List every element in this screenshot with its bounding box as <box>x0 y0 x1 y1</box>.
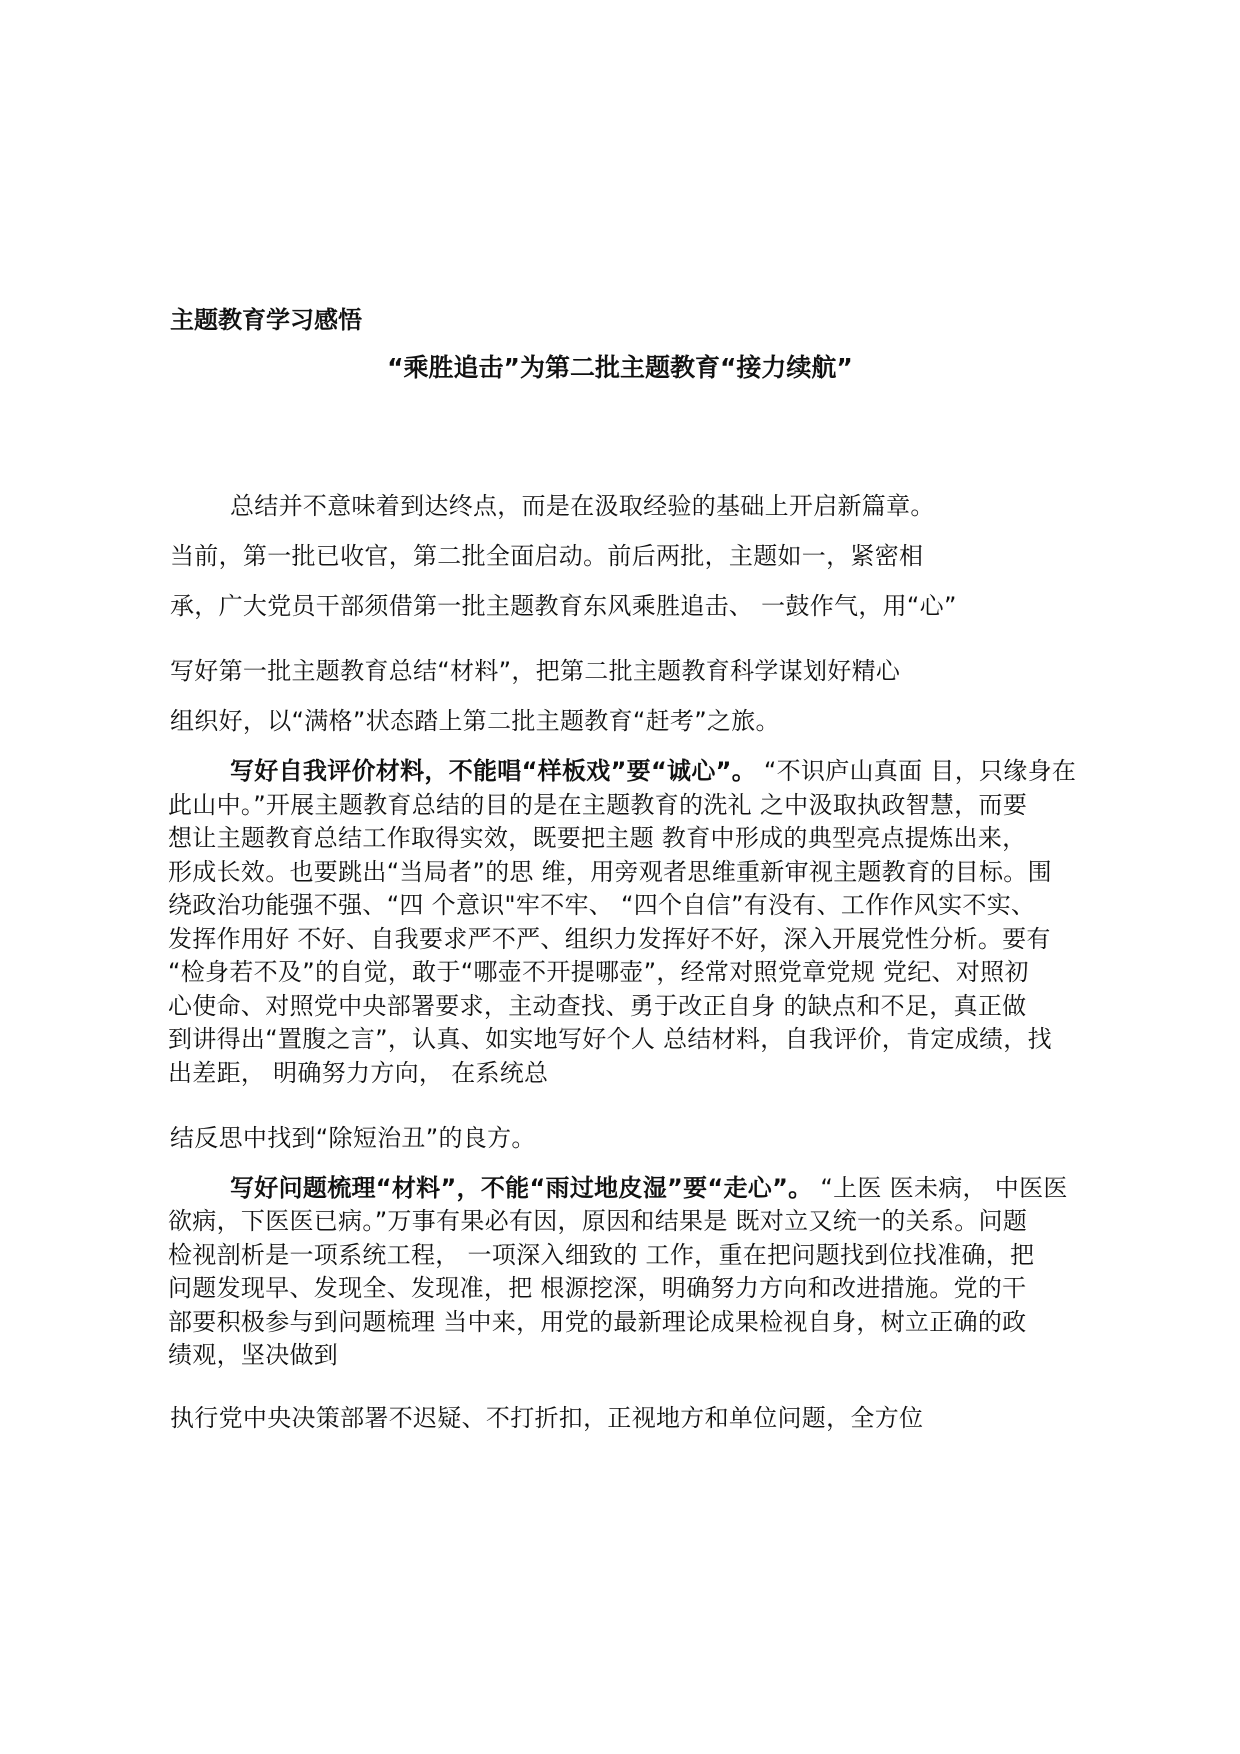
section1-line: 此山中。”开展主题教育总结的目的是在主题教育的洗礼 之中汲取执政智慧，而要 <box>168 791 1028 819</box>
section-label: 主题教育学习感悟 <box>170 306 362 334</box>
section2-lead: 写好问题梳理“材料”，不能“雨过地皮湿”要“走心”。 <box>230 1174 813 1202</box>
section1-lead: 写好自我评价材料，不能唱“样板戏”要“诚心”。 <box>230 757 756 785</box>
section2-first-line <box>230 1173 1068 1203</box>
section1-line: “检身若不及”的自觉，敢于“哪壶不开提哪壶”，经常对照党章党规 党纪、对照初 <box>168 958 1029 986</box>
intro-line: 总结并不意味着到达终点，而是在汲取经验的基础上开启新篇章。 <box>230 492 935 520</box>
section1-line: 结反思中找到“除短治丑”的良方。 <box>170 1124 536 1152</box>
section2-line: 执行党中央决策部署不迟疑、不打折扣，正视地方和单位问题，全方位 <box>170 1404 924 1432</box>
section2-line: 绩观，坚决做到 <box>168 1341 339 1369</box>
section1-line: 到讲得出“置腹之言”，认真、如实地写好个人 总结材料，自我评价，肯定成绩，找 <box>168 1025 1052 1053</box>
section2-line: “上医 医未病， 中医医 <box>812 1174 1068 1202</box>
section1-line: 出差距， 明确努力方向， 在系统总 <box>168 1059 549 1087</box>
intro-line: 当前，第一批已收官，第二批全面启动。前后两批，主题如一，紧密相 <box>170 542 924 570</box>
section1-line: 心使命、对照党中央部署要求，主动查找、勇于改正自身 的缺点和不足，真正做 <box>168 992 1027 1020</box>
intro-line: 写好第一批主题教育总结“材料”，把第二批主题教育科学谋划好精心 <box>170 657 901 685</box>
page-title: “乘胜追击”为第二批主题教育“接力续航” <box>387 353 853 382</box>
section1-line: 发挥作用好 不好、自我要求严不严、组织力发挥好不好，深入开展党性分析。要有 <box>168 925 1051 953</box>
section1-first-line <box>230 756 1076 786</box>
section1-line: 想让主题教育总结工作取得实效，既要把主题 教育中形成的典型亮点提炼出来， <box>168 824 1027 852</box>
section2-line: 检视剖析是一项系统工程， 一项深入细致的 工作，重在把问题找到位找准确，把 <box>168 1241 1035 1269</box>
section1-line: 绕政治功能强不强、“四 个意识"牢不牢、 “四个自信”有没有、工作作风实不实、 <box>168 891 1036 919</box>
intro-line: 承，广大党员干部须借第一批主题教育东风乘胜追击、 一鼓作气，用“心” <box>170 592 957 620</box>
intro-line: 组织好，以“满格”状态踏上第二批主题教育“赶考”之旅。 <box>170 707 780 735</box>
section2-line: 问题发现早、发现全、发现准，把 根源挖深，明确努力方向和改进措施。党的干 <box>168 1274 1027 1302</box>
section1-line: “不识庐山真面 目，只缘身在 <box>756 757 1077 785</box>
section2-line: 欲病，下医医已病。”万事有果必有因，原因和结果是 既对立又统一的关系。问题 <box>168 1207 1028 1235</box>
section2-line: 部要积极参与到问题梳理 当中来，用党的最新理论成果检视自身，树立正确的政 <box>168 1308 1027 1336</box>
section1-line: 形成长效。也要跳出“当局者”的思 维，用旁观者思维重新审视主题教育的目标。围 <box>168 858 1052 886</box>
